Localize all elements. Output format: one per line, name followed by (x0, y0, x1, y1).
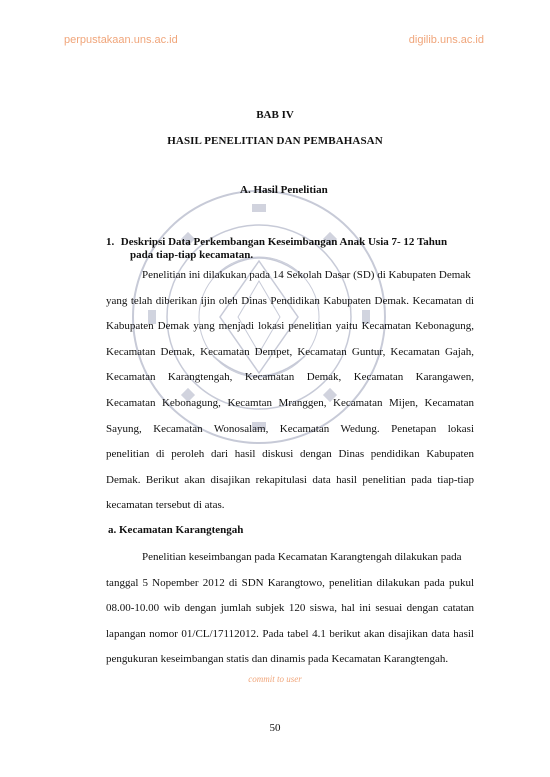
paragraph-line: Demak. Berikut akan disajikan rekapitulasi data hasil penelitian pada tiap-tiap (106, 473, 474, 486)
paragraph-line: Kecamatan Karangtengah, Kecamatan Demak, Kecamatan Karangawen, (106, 371, 474, 384)
subsection-heading (106, 236, 474, 262)
header-left-site: perpustakaan.uns.ac.id (64, 34, 178, 46)
paragraph-line: Kabupaten Demak yang menjadi lokasi penelitian yaitu Kecamatan Kebonagung, (106, 320, 474, 333)
subsection-title-line1: Deskripsi Data Perkembangan Keseimbangan Anak Usia 7- 12 Tahun (120, 236, 448, 248)
paragraph-line: yang telah diberikan ijin oleh Dinas Pendidikan Kabupaten Demak. Kecamatan di (106, 294, 474, 307)
paragraph-karangtengah (106, 545, 474, 673)
subsection-a-heading: a. Kecamatan Karangtengah (108, 524, 244, 536)
chapter-number: BAB IV (256, 109, 294, 121)
paragraph-line: Kecamatan Demak, Kecamatan Dempet, Kecamatan Guntur, Kecamatan Gajah, (106, 345, 474, 358)
paragraph-line: Sayung, Kecamatan Wonosalam, Kecamatan Wedung. Penetapan lokasi (106, 422, 474, 435)
subsection-title-line2: pada tiap-tiap kecamatan. (130, 249, 254, 261)
section-heading: A. Hasil Penelitian (240, 184, 328, 196)
page-number: 50 (269, 722, 281, 734)
paragraph-line: Penelitian ini dilakukan pada 14 Sekolah Dasar (SD) di Kabupaten Demak (142, 269, 471, 281)
header-right-site: digilib.uns.ac.id (408, 34, 484, 46)
paragraph-intro (106, 263, 474, 519)
paragraph-line: lapangan nomor 01/CL/17112012. Pada tabel 4.1 berikut akan disajikan data hasil (106, 627, 474, 640)
paragraph-line: kecamatan tersebut di atas. (106, 499, 225, 512)
chapter-title: HASIL PENELITIAN DAN PEMBAHASAN (167, 135, 383, 147)
paragraph-line: Kecamatan Kebonagung, Kecamtan Mranggen, Kecamatan Mijen, Kecamatan (106, 396, 474, 409)
paragraph-line: tanggal 5 Nopember 2012 di SDN Karangtowo, penelitian dilakukan pada pukul (106, 576, 474, 589)
footer-note: commit to user (248, 674, 302, 684)
subsection-number: 1. (106, 236, 115, 248)
paragraph-line: Penelitian keseimbangan pada Kecamatan Karangtengah dilakukan pada (142, 551, 462, 563)
paragraph-line: pengukuran keseimbangan statis dan dinamis pada Kecamatan Karangtengah. (106, 653, 449, 666)
paragraph-line: 08.00-10.00 wib dengan jumlah subjek 120 siswa, hal ini sesuai dengan catatan (106, 602, 474, 615)
paragraph-line: penelitian di peroleh dari hasil diskusi dengan Dinas pendidikan Kabupaten (106, 448, 474, 461)
